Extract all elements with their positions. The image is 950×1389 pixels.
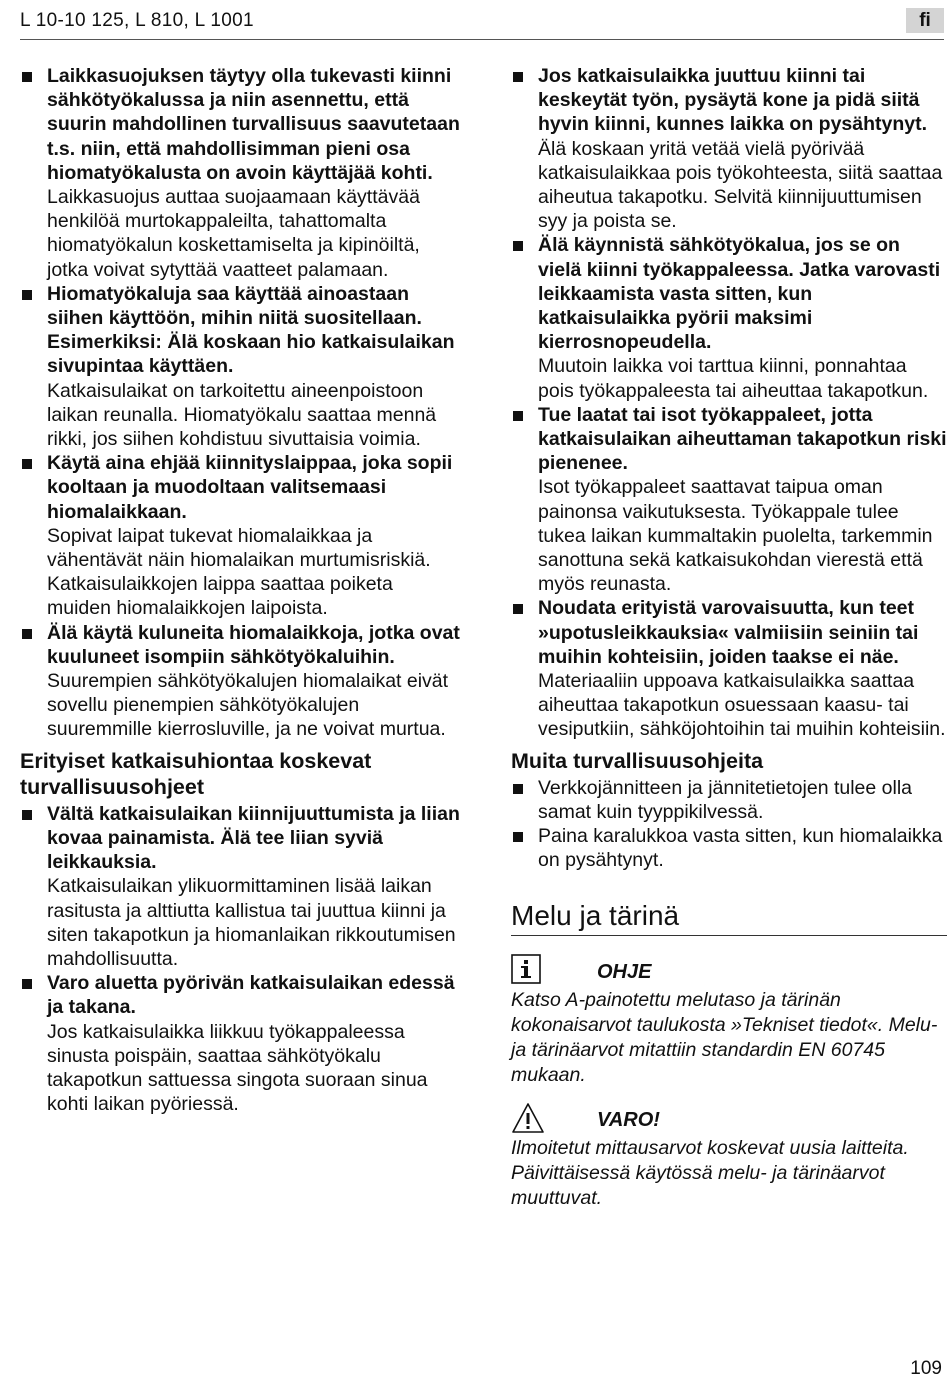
list-item — [511, 824, 947, 872]
item-bold-text: Älä käynnistä sähkötyökalua, jos se on vielä kiinni työkappaleessa. Jatka varovasti leikkaamista vasta sitten, kun katkaisulaikka pyörii maksimi kierrosnopeudella. — [538, 234, 941, 354]
item-bold-text: Noudata erityistä varovaisuutta, kun teet »upotusleikkauksia« valmiisiin seiniin tai muihin kohteisiin, joiden taakse ei näe. — [538, 597, 919, 668]
item-bold-text: Vältä katkaisulaikan kiinnijuuttumista ja liian kovaa painamista. Älä tee liian syviä leikkauksia. — [47, 802, 460, 874]
caution-box — [511, 1102, 947, 1211]
square-bullet-icon — [22, 979, 32, 989]
info-icon — [511, 954, 541, 984]
page-number: 109 — [910, 1358, 942, 1379]
list-item — [20, 621, 460, 742]
list-item — [20, 451, 460, 620]
list-item — [511, 64, 947, 233]
list-item — [511, 596, 947, 741]
square-bullet-icon — [513, 72, 523, 82]
item-text: Muutoin laikka voi tarttua kiinni, ponnahtaa pois työkappaleesta tai aiheuttaa takapotkun. — [538, 355, 929, 402]
list-item — [20, 64, 460, 282]
square-bullet-icon — [513, 784, 523, 794]
item-text: Katkaisulaikan ylikuormittaminen lisää laikan rasitusta ja alttiutta kallistua tai juuttua kiinni ja siten takapotkun ja hiomanlaikan rikkoutumisen mahdollisuutta. — [47, 875, 456, 970]
right-column — [511, 64, 947, 1211]
item-text: Paina karalukkoa vasta sitten, kun hiomalaikka on pysähtynyt. — [538, 825, 943, 872]
list-item — [511, 776, 947, 824]
page-header — [20, 8, 944, 40]
item-bold-text: Hiomatyökaluja saa käyttää ainoastaan siihen käyttöön, mihin niitä suositellaan. Esimerkiksi: Älä koskaan hio katkaisulaikan sivupintaa käyttäen. — [47, 282, 455, 378]
header-title: L 10-10 125, L 810, L 1001 — [20, 10, 254, 31]
left-column — [20, 64, 460, 1116]
square-bullet-icon — [22, 72, 32, 82]
list-item — [20, 282, 460, 451]
square-bullet-icon — [513, 604, 523, 614]
caution-label: VARO! — [597, 1108, 660, 1131]
item-text: Katkaisulaikat on tarkoitettu aineenpoistoon laikan reunalla. Hiomatyökalu saattaa mennä rikki, jos siihen kohdistuu sivuttaisia voimia. — [47, 379, 437, 451]
chapter-heading: Melu ja tärinä — [511, 899, 947, 936]
note-label: OHJE — [597, 960, 652, 983]
square-bullet-icon — [22, 290, 32, 300]
item-text: Älä koskaan yritä vetää vielä pyörivää katkaisulaikkaa pois työkohteesta, siitä saattaa aiheutua takapotku. Selvitä kiinnijuuttumisen syy ja poista se. — [538, 137, 943, 233]
item-text: Suurempien sähkötyökalujen hiomalaikat eivät sovellu pienempien sähkötyökalujen suuremmille kierrosluville, ja ne voivat murtua. — [47, 670, 449, 741]
square-bullet-icon — [513, 241, 523, 251]
item-text: Isot työkappaleet saattavat taipua oman painonsa vaikutuksesta. Työkappale tulee tukea laikan kummaltakin puolelta, tarkemmin sanottuna sekä katkaisukohdan vierestä että myös reunasta. — [538, 476, 933, 596]
item-bold-text: Tue laatat tai isot työkappaleet, jotta katkaisulaikan aiheuttaman takapotkun riski pienenee. — [538, 403, 947, 475]
square-bullet-icon — [513, 832, 523, 842]
language-badge: fi — [906, 8, 944, 33]
item-text: Materiaaliin uppoava katkaisulaikka saattaa aiheuttaa takapotkun osuessaan kaasu- tai vesiputkiin, sähköjohtoihin tai muihin kohteisiin. — [538, 670, 946, 741]
list-item — [20, 971, 460, 1116]
section-heading: Muita turvallisuusohjeita — [511, 748, 764, 773]
item-text: Sopivat laipat tukevat hiomalaikkaa ja vähentävät näin hiomalaikan murtumisriskiä. Katkaisulaikkojen laippa saattaa poiketa muiden hiomalaikkojen laipoista. — [47, 524, 431, 620]
item-bold-text: Varo aluetta pyörivän katkaisulaikan edessä ja takana. — [47, 972, 455, 1019]
item-bold-text: Jos katkaisulaikka juuttuu kiinni tai keskeytät työn, pysäytä kone ja pidä siitä hyvin kiinni, kunnes laikka on pysähtynyt. — [538, 65, 928, 136]
item-bold-text: Laikkasuojuksen täytyy olla tukevasti kiinni sähkötyökalussa ja niin asennettu, että suurin mahdollinen turvallisuus saavutetaan t.s. niin, että mahdollisimman pieni osa hiomatyökalusta on avoin käyttäjää kohti. — [47, 65, 460, 184]
square-bullet-icon — [22, 810, 32, 820]
note-box — [511, 954, 947, 1088]
list-item — [511, 233, 947, 402]
item-text: Laikkasuojus auttaa suojaamaan käyttävää henkilöä murtokappaleilta, tahattomalta hiomatyökalun koskettamiselta ja kipinöiltä, jotka voivat sytyttää vaatteet palamaan. — [47, 186, 420, 281]
warning-triangle-icon — [511, 1102, 545, 1134]
square-bullet-icon — [22, 459, 32, 469]
square-bullet-icon — [513, 411, 523, 421]
caution-text: Ilmoitetut mittausarvot koskevat uusia laitteita. Päivittäisessä käytössä melu- ja tärinäarvot muuttuvat. — [511, 1136, 909, 1209]
note-text: Katso A-painotettu melutaso ja tärinän kokonaisarvot taulukosta »Tekniset tiedot«. Melu- ja tärinäarvot mitattiin standardin EN 60745 mukaan. — [511, 988, 938, 1086]
section-heading: Erityiset katkaisuhiontaa koskevat turvallisuusohjeet — [20, 748, 372, 799]
item-bold-text: Käytä aina ehjää kiinnityslaippaa, joka sopii kooltaan ja muodoltaan valitsemaasi hiomalaikkaan. — [47, 452, 453, 523]
item-text: Jos katkaisulaikka liikkuu työkappaleessa sinusta poispäin, saattaa sähkötyökalu takapotkun sattuessa singota suoraan sinua kohti laikan pyöriessä. — [47, 1020, 428, 1116]
list-item — [20, 802, 460, 971]
square-bullet-icon — [22, 629, 32, 639]
item-bold-text: Älä käytä kuluneita hiomalaikkoja, jotka ovat kuuluneet isompiin sähkötyökaluihin. — [47, 621, 460, 668]
list-item — [511, 403, 947, 597]
item-text: Verkkojännitteen ja jännitetietojen tulee olla samat kuin tyyppikilvessä. — [538, 776, 913, 823]
